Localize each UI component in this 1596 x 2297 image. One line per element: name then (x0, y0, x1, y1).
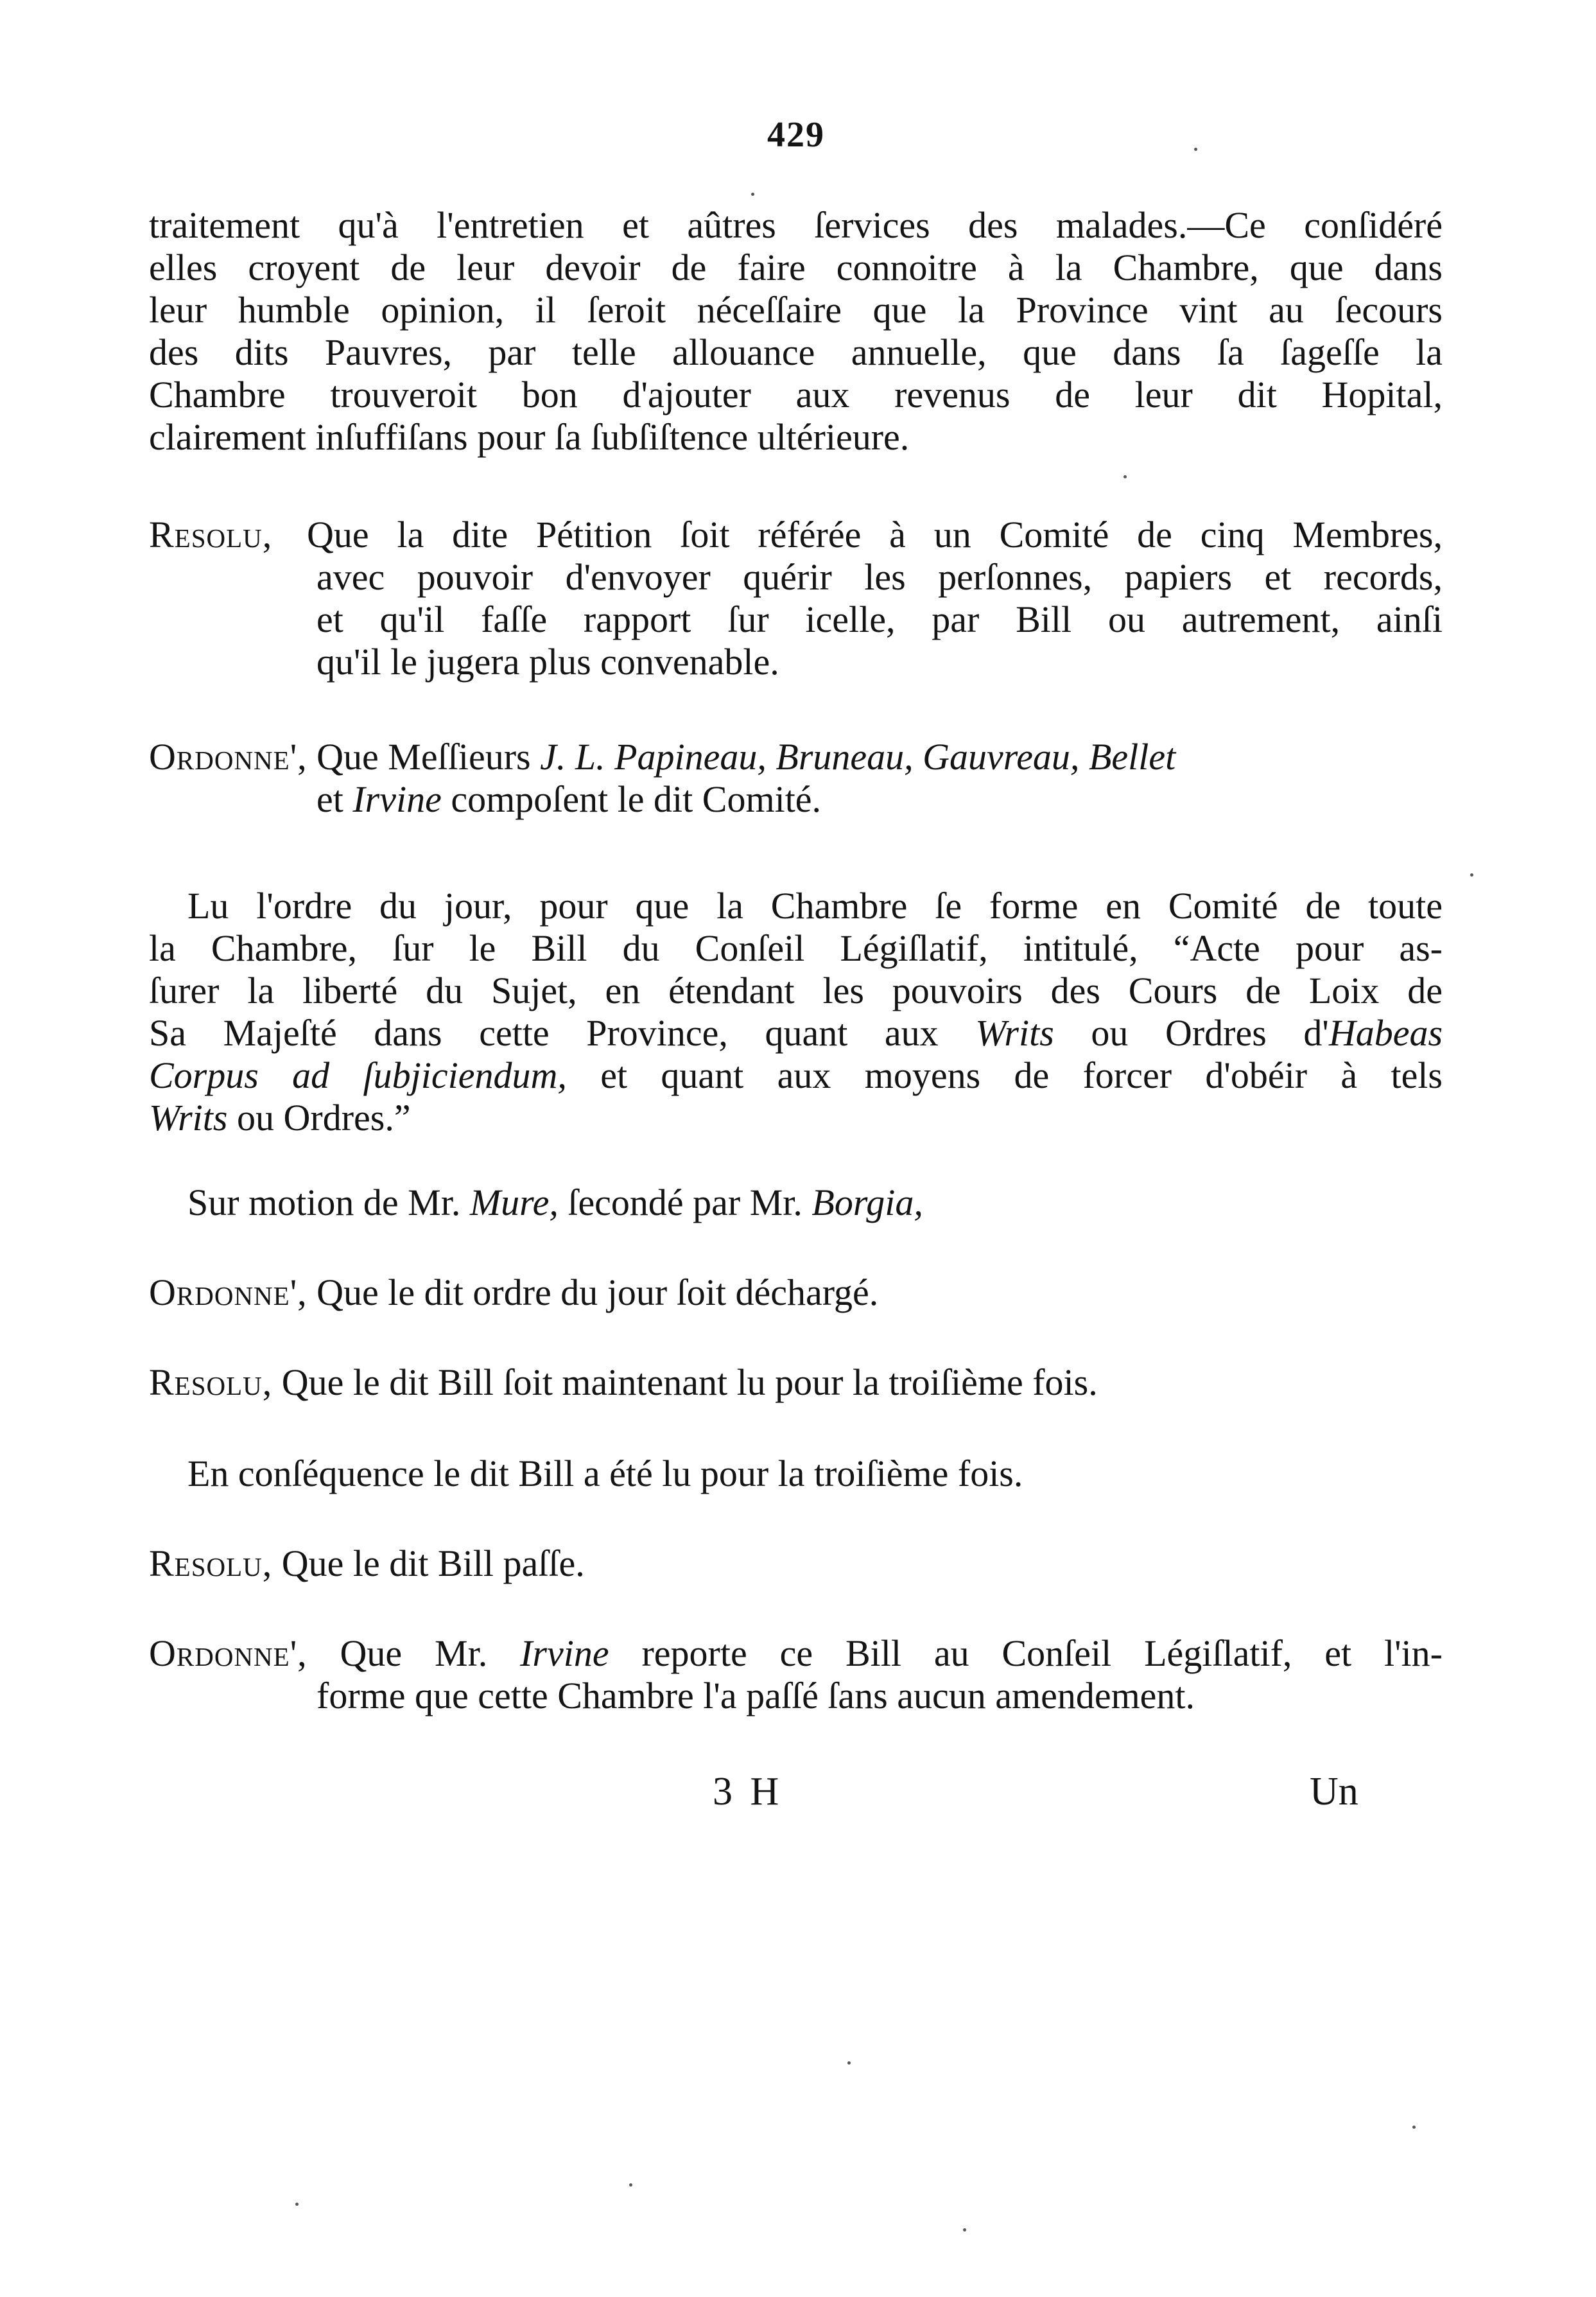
scan-speck (629, 2183, 632, 2187)
ordre-line: Corpus ad ſubjiciendum, et quant aux moyens de forcer d'obéir à tels (149, 1054, 1443, 1096)
scan-speck (847, 2061, 851, 2065)
petition-line: leur humble opinion, il ſeroit néceſſaire que la Province vint au ſecours (149, 289, 1443, 331)
scan-speck (1194, 148, 1197, 151)
resolu-label: Resolu, (149, 1361, 273, 1403)
ordonne-line: forme que cette Chambre l'a paſſé ſans aucun amendement. (317, 1675, 1195, 1716)
motion-line: Sur motion de Mr. Mure, ſecondé par Mr. Borgia, (187, 1182, 923, 1223)
ordonne-label: Ordonne', (149, 1271, 308, 1313)
petition-line: traitement qu'à l'entretien et aûtres ſervices des malades.—Ce conſidéré (149, 204, 1443, 246)
ordonne-line: et Irvine compoſent le dit Comité. (317, 778, 822, 820)
scan-speck (963, 2228, 966, 2231)
resolu-line: et qu'il faſſe rapport ſur icelle, par Bill ou autrement, ainſi (317, 598, 1443, 640)
member-name: Irvine (352, 778, 442, 820)
ordonne-line: Ordonne', Que Mr. Irvine reporte ce Bill au Conſeil Légiſlatif, et l'in- (149, 1632, 1443, 1674)
member-name: J. L. Papineau, (540, 736, 767, 778)
resolu-line: qu'il le jugera plus convenable. (317, 641, 779, 683)
resolu-line: avec pouvoir d'envoyer quérir les perſonnes, papiers et records, (317, 556, 1443, 598)
scan-speck (295, 2203, 299, 2206)
resolu-label: Resolu, (149, 1542, 273, 1584)
ordre-line: Lu l'ordre du jour, pour que la Chambre ſe forme en Comité de toute (187, 885, 1443, 927)
petition-line: des dits Pauvres, par telle allouance annuelle, que dans ſa ſageſſe la (149, 331, 1443, 373)
resolu-line: Resolu, Que le dit Bill paſſe. (149, 1542, 585, 1584)
catchword: Un (1310, 1770, 1358, 1813)
signature-mark: 3 H (713, 1770, 783, 1813)
ordonne-label: Ordonne', (149, 1632, 308, 1674)
scan-speck (1123, 475, 1127, 478)
member-name: Bruneau, (776, 736, 914, 778)
scan-speck (751, 193, 754, 196)
ordonne-label: Ordonne', (149, 736, 308, 778)
petition-line: Chambre trouveroit bon d'ajouter aux revenus de leur dit Hopital, (149, 374, 1443, 415)
ordre-line: Sa Majeſté dans cette Province, quant aux Writs ou Ordres d'Habeas (149, 1012, 1443, 1054)
page-number: 429 (767, 115, 825, 155)
consequence-line: En conſéquence le dit Bill a été lu pour la troiſième fois. (187, 1453, 1023, 1494)
scan-speck (1412, 2126, 1416, 2129)
ordonne-line: Ordonne', Que le dit ordre du jour ſoit déchargé. (149, 1271, 879, 1313)
petition-line: clairement inſuffiſans pour ſa ſubſiſtence ultérieure. (149, 416, 910, 458)
ordre-line: la Chambre, ſur le Bill du Conſeil Légiſlatif, intitulé, “Acte pour as- (149, 927, 1443, 969)
member-name: Gauvreau, (923, 736, 1080, 778)
member-name: Bellet (1088, 736, 1176, 778)
resolu-line: Resolu, Que le dit Bill ſoit maintenant lu pour la troiſième fois. (149, 1361, 1098, 1403)
scan-speck (1470, 873, 1473, 877)
ordre-line: Writs ou Ordres.” (149, 1097, 411, 1139)
petition-line: elles croyent de leur devoir de faire connoitre à la Chambre, que dans (149, 247, 1443, 288)
resolu-line: Que la dite Pétition ſoit référée à un Comité de cinq Membres, (307, 514, 1443, 555)
ordonne-line: Ordonne', Que Meſſieurs J. L. Papineau, Bruneau, Gauvreau, Bellet (149, 736, 1176, 778)
resolu-label: Resolu, (149, 514, 273, 555)
ordre-line: ſurer la liberté du Sujet, en étendant les pouvoirs des Cours de Loix de (149, 970, 1443, 1011)
